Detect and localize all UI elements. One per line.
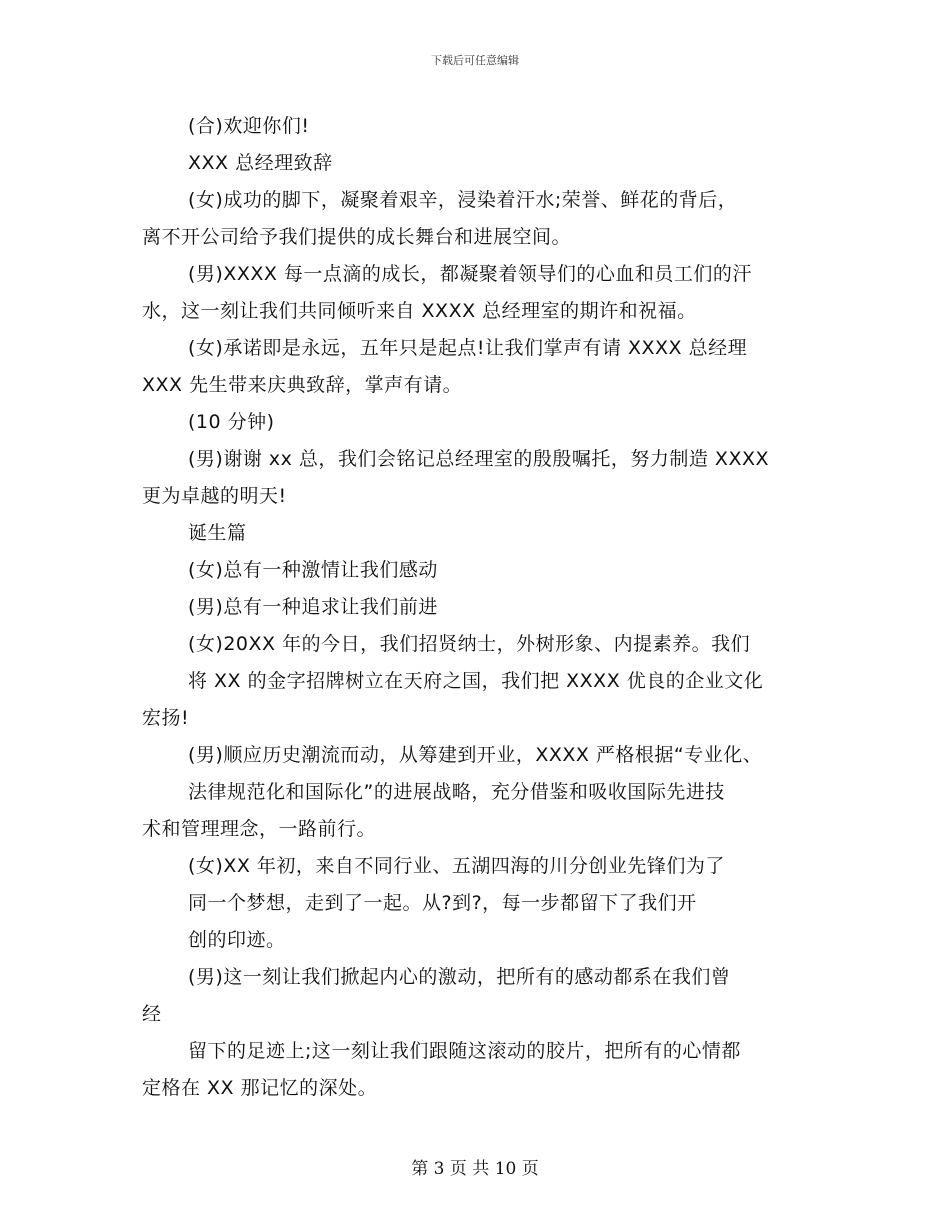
body-line: (女)XX 年初，来自不同行业、五湖四海的川分创业先锋们为了 [188,855,725,877]
section-heading: 诞生篇 [188,522,247,544]
body-line: 水，这一刻让我们共同倾听来自 XXXX 总经理室的期许和祝福。 [142,300,697,322]
body-line: 留下的足迹上;这一刻让我们跟随这滚动的胶片，把所有的心情都 [188,1040,741,1062]
body-line: (合)欢迎你们! [188,115,310,137]
body-line: (女)20XX 年的今日，我们招贤纳士，外树形象、内提素养。我们 [188,633,751,655]
page-header-note: 下载后可任意编辑 [431,54,519,67]
body-line: 同一个梦想，走到了一起。从?到?，每一步都留下了我们开 [188,892,697,914]
body-line: (女)成功的脚下，凝聚着艰辛，浸染着汗水;荣誉、鲜花的背后， [188,189,738,211]
body-line: 宏扬! [142,707,190,729]
body-line: (女)总有一种激情让我们感动 [188,559,438,581]
body-line: 经 [142,1003,162,1025]
body-line: (男)谢谢 xx 总，我们会铭记总经理室的殷殷嘱托，努力制造 XXXX [188,448,769,470]
body-line: (10 分钟) [188,411,275,433]
body-line: 术和管理理念，一路前行。 [142,818,377,840]
body-line: 创的印迹。 [188,929,286,951]
body-line: (男)XXXX 每一点滴的成长，都凝聚着领导们的心血和员工们的汗 [188,263,752,285]
body-line: XXX 先生带来庆典致辞，掌声有请。 [142,374,463,396]
body-line: (男)这一刻让我们掀起内心的激动，把所有的感动都系在我们曾 [188,966,731,988]
body-line: 更为卓越的明天! [142,485,287,507]
page-number-footer: 第 3 页 共 10 页 [411,1159,539,1179]
body-line: (女)承诺即是永远，五年只是起点!让我们掌声有请 XXXX 总经理 [188,337,748,359]
body-line: 将 XX 的金字招牌树立在天府之国，我们把 XXXX 优良的企业文化 [188,670,764,692]
body-line: 法律规范化和国际化”的进展战略，充分借鉴和吸收国际先进技 [188,781,725,803]
body-line: XXX 总经理致辞 [188,152,333,174]
body-line: (男)总有一种追求让我们前进 [188,596,438,618]
body-line: (男)顺应历史潮流而动，从筹建到开业，XXXX 严格根据“专业化、 [188,744,763,766]
body-line: 离不开公司给予我们提供的成长舞台和进展空间。 [142,226,572,248]
body-line: 定格在 XX 那记忆的深处。 [142,1077,378,1099]
